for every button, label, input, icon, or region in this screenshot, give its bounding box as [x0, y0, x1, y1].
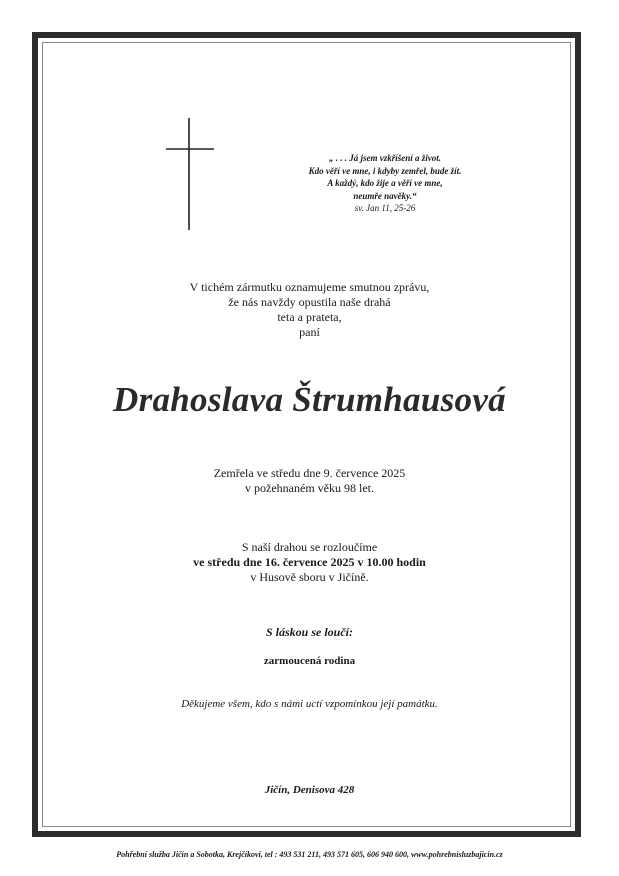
funeral-date-time: ve středu dne 16. července 2025 v 10.00 hodin [193, 555, 426, 569]
farewell-heading: S láskou se loučí: [265, 625, 353, 639]
quote-line-4: neumře navěky.“ [353, 190, 417, 201]
funeral-info [0, 540, 619, 585]
death-line-1: Zemřela ve středu dne 9. července 2025 [213, 466, 406, 480]
bible-quote [300, 152, 470, 215]
death-line-2: v požehnaném věku 98 let. [245, 481, 374, 495]
deceased-name: Drahoslava Štrumhausová [113, 380, 506, 419]
funeral-line-1: S naší drahou se rozloučíme [241, 540, 378, 554]
intro-line-3: teta a prateta, [277, 310, 342, 324]
address: Jičín, Denisova 428 [264, 784, 355, 796]
death-info [0, 466, 619, 496]
intro-line-2: že nás navždy opustila naše drahá [228, 295, 391, 309]
announcement-intro [0, 280, 619, 340]
quote-line-3: A každý, kdo žije a věří ve mne, [327, 178, 443, 188]
intro-line-1: V tichém zármutku oznamujeme smutnou zprávu, [189, 280, 430, 294]
mourners: zarmoucená rodina [263, 655, 356, 667]
funeral-location: v Husově sboru v Jičíně. [250, 570, 369, 584]
intro-line-4: paní [299, 325, 320, 339]
quote-line-1: „ . . . Já jsem vzkříšení a život. [329, 153, 441, 163]
funeral-service-footer: Pohřební služba Jičín a Sobotka, Krejčíkovi, tel : 493 531 211, 493 571 605, 606 940 600, www.pohrebnisluzbajicin.cz [116, 850, 503, 859]
thanks-line: Děkujeme všem, kdo s námi uctí vzpomínkou její památku. [181, 698, 438, 710]
quote-source: sv. Jan 11, 25-26 [354, 203, 416, 213]
cross-icon [166, 118, 214, 230]
quote-line-2: Kdo věří ve mne, i kdyby zemřel, bude žít. [308, 165, 462, 176]
